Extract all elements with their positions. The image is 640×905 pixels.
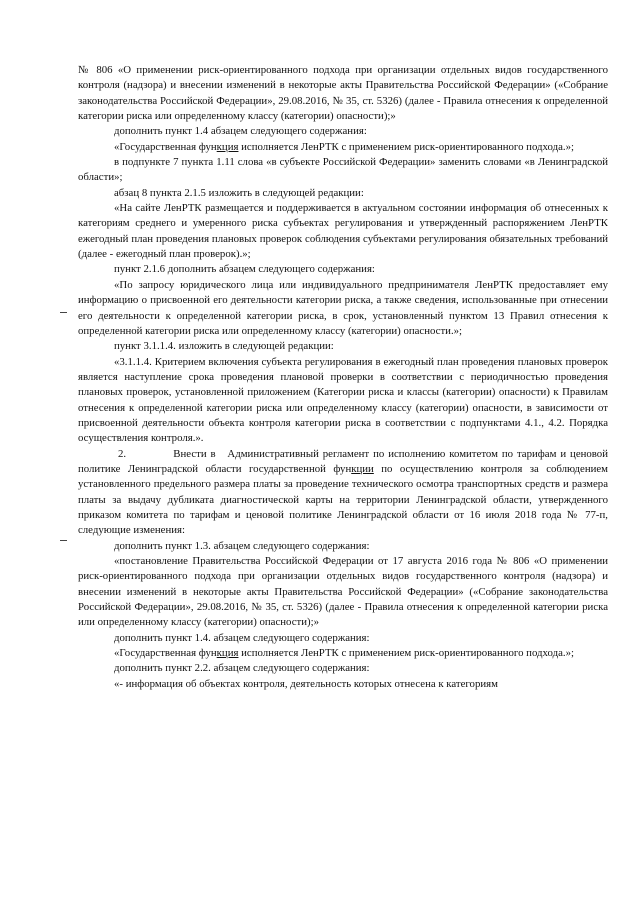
paragraph: дополнить пункт 1.4. абзацем следующего содержания: bbox=[114, 631, 370, 644]
paragraph bbox=[78, 646, 608, 661]
paragraph: «- информация об объектах контроля, деятельность которых отнесена к категориям bbox=[114, 677, 498, 690]
margin-mark bbox=[60, 540, 67, 541]
text-run: 2. Внести в Административный регламент по исполнению комитетом по тарифам и ценовой политике Ленинградской области государственной фун bbox=[78, 447, 608, 475]
paragraph: «постановление Правительства Российской Федерации от 17 августа 2016 года № 806 «О применении риск-ориентированного подхода при организации отдельных видов государственного контроля (надзора) и внесении изменений в некоторые акты Правительства Российской Федерации» («Собрание законодательства Российской Федерации», 29.08.2016, № 35, ст. 5326) (далее - Правила отнесения к определенной категории риска или определенному классу (категории) опасности);» bbox=[78, 555, 608, 629]
paragraph: дополнить пункт 1.4 абзацем следующего содержания: bbox=[114, 125, 367, 138]
underlined-text: кция bbox=[216, 140, 239, 153]
paragraph: в подпункте 7 пункта 1.11 слова «в субъекте Российской Федерации» заменить словами «в Ленинградской области»; bbox=[78, 156, 608, 184]
paragraph: дополнить пункт 1.3. абзацем следующего содержания: bbox=[114, 539, 370, 552]
paragraph: «По запросу юридического лица или индивидуального предпринимателя ЛенРТК предоставляет ему информацию о присвоенной его деятельности категории риска, а также сведения, использованные при отнесении его деятельности к определенной категории риска, в срок, установленный пунктом 13 Правил отнесения к определенной категории риска или определенному классу (категории) опасности.»; bbox=[78, 278, 608, 337]
paragraph: абзац 8 пункта 2.1.5 изложить в следующей редакции: bbox=[114, 186, 364, 199]
paragraph: «На сайте ЛенРТК размещается и поддерживается в актуальном состоянии информация об отнесенных к категориям среднего и умеренного риска субъектах регулирования и утвержденный распоряжением ЛенРТК ежегодный план проведения плановых проверок соблюдения субъектами регулирования обязательных требований (далее - ежегодный план проверок).»; bbox=[78, 202, 608, 261]
document-body bbox=[78, 63, 608, 692]
text-run: «Государственная фун bbox=[114, 647, 217, 660]
paragraph: «3.1.1.4. Критерием включения субъекта регулирования в ежегодный план проведения плановых проверок является наступление срока проведения плановой проверки в соответствии с периодичностью проведения плановых проверок, установленной приложением (Категории риска и классы (категории) опасности) к Правилам отнесения к определенной категории риска или определенному классу (категории) опасности, в зависимости от присвоенной деятельности объекта контроля категории риска в соответствии с подпунктами 4.1., 4.2. Порядка осуществления контроля.». bbox=[78, 355, 608, 445]
underlined-text: кции bbox=[351, 462, 374, 475]
paragraph: дополнить пункт 2.2. абзацем следующего содержания: bbox=[114, 662, 370, 675]
paragraph bbox=[78, 140, 608, 155]
text-run: по осуществлению контроля за соблюдением установленного предельного размера платы за проведение технического осмотра транспортных средств и размера платы за выдачу дубликата диагностической карты на территории Ленинградской области, утвержденного приказом комитета по тарифам и ценовой политике Ленинградской области от 16 июля 2018 года № 77-п, следующие изменения: bbox=[78, 462, 609, 537]
margin-mark bbox=[60, 312, 67, 313]
text-run: исполняется ЛенРТК с применением риск-ориентированного подхода.»; bbox=[238, 647, 574, 660]
text-run: исполняется ЛенРТК с применением риск-ориентированного подхода.»; bbox=[238, 140, 574, 153]
underlined-text: кция bbox=[216, 647, 239, 660]
text-run: «Государственная фун bbox=[114, 140, 217, 153]
paragraph: № 806 «О применении риск-ориентированного подхода при организации отдельных видов государственного контроля (надзора) и внесении изменений в некоторые акты Правительства Российской Федерации» («Собрание законодательства Российской Федерации», 29.08.2016, № 35, ст. 5326) (далее - Правила отнесения к определенной категории риска или определенному классу (категории) опасности);» bbox=[78, 64, 608, 123]
paragraph bbox=[78, 447, 608, 539]
paragraph: пункт 3.1.1.4. изложить в следующей редакции: bbox=[114, 340, 334, 353]
paragraph: пункт 2.1.6 дополнить абзацем следующего содержания: bbox=[114, 263, 375, 276]
